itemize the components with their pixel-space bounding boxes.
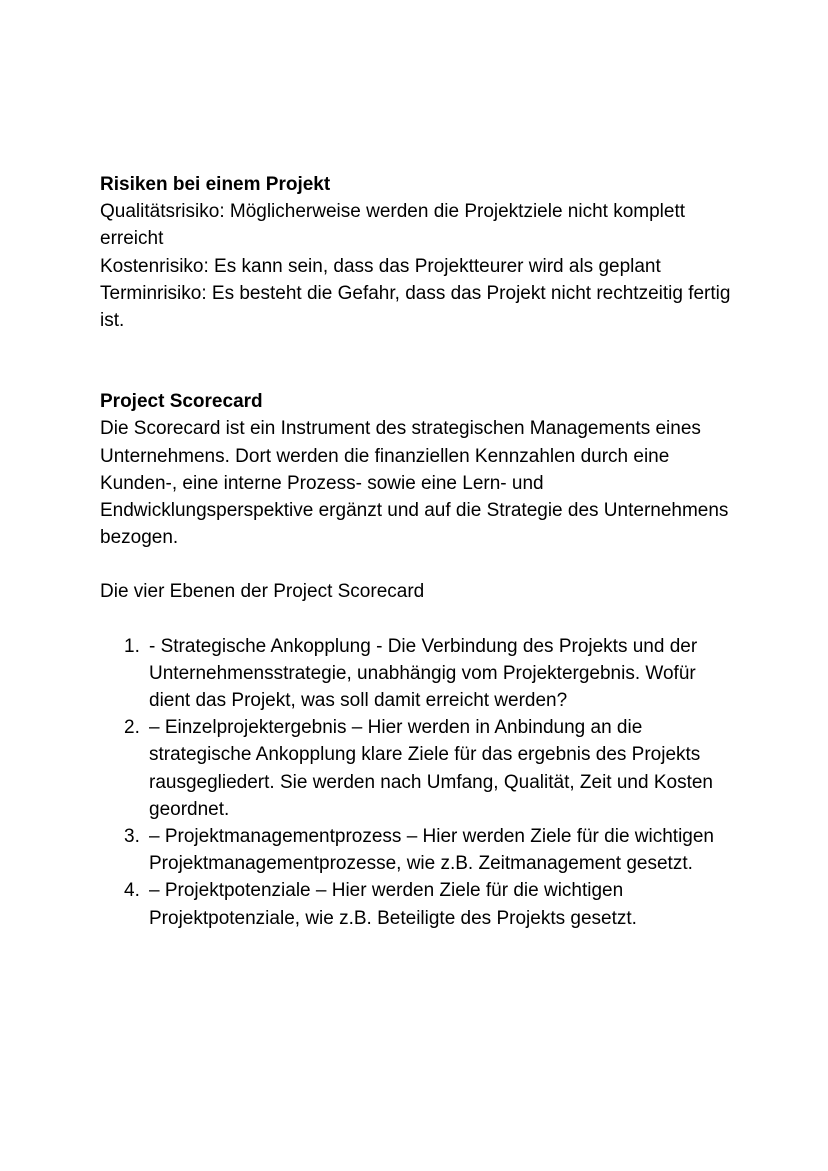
risks-heading: Risiken bei einem Projekt xyxy=(100,174,331,195)
section-spacer xyxy=(100,334,740,388)
list-item xyxy=(124,823,740,877)
levels-intro: Die vier Ebenen der Project Scorecard xyxy=(100,581,425,603)
list-item xyxy=(124,633,740,715)
cost-risk-text: Kostenrisiko: Es kann sein, dass das Projektteurer wird als geplant xyxy=(100,255,661,277)
scorecard-heading: Project Scorecard xyxy=(100,391,263,413)
list-item xyxy=(124,714,740,823)
list-item-text: – Einzelprojektergebnis – Hier werden in Anbindung an die strategische Ankopplung klare Ziele für das ergebnis des Projekts rausgegliedert. Sie werden nach Umfang, Qualität, Zeit und Kosten geordnet. xyxy=(149,717,713,820)
list-item xyxy=(124,877,740,931)
list-item-number: 2. xyxy=(124,717,140,739)
list-item-text: - Strategische Ankopplung - Die Verbindung des Projekts und der Unternehmensstrategie, unabhängig vom Projektergebnis. Wofür dient das Projekt, was soll damit erreicht werden? xyxy=(149,635,698,712)
list-item-number: 1. xyxy=(124,635,140,657)
schedule-risk-text: Terminrisiko: Es besteht die Gefahr, dass das Projekt nicht rechtzeitig fertig ist. xyxy=(100,282,731,332)
document-page xyxy=(100,171,740,932)
paragraph-spacer xyxy=(100,606,740,633)
scorecard-description: Die Scorecard ist ein Instrument des strategischen Managements eines Unternehmens. Dort werden die finanziellen Kennzahlen durch eine Kunden-, eine interne Prozess- sowie eine Lern- und Endwicklungsperspektive ergänzt und auf die Strategie des Unternehmens bezogen. xyxy=(100,418,729,549)
list-item-text: – Projektmanagementprozess – Hier werden Ziele für die wichtigen Projektmanagementprozesse, wie z.B. Zeitmanagement gesetzt. xyxy=(149,826,714,875)
levels-list xyxy=(100,633,740,932)
paragraph-spacer xyxy=(100,551,740,578)
list-item-text: – Projektpotenziale – Hier werden Ziele für die wichtigen Projektpotenziale, wie z.B. Beteiligte des Projekts gesetzt. xyxy=(149,880,637,929)
list-item-number: 3. xyxy=(124,826,140,848)
list-item-number: 4. xyxy=(124,880,140,902)
quality-risk-text: Qualitätsrisiko: Möglicherweise werden die Projektziele nicht komplett erreicht xyxy=(100,201,686,250)
